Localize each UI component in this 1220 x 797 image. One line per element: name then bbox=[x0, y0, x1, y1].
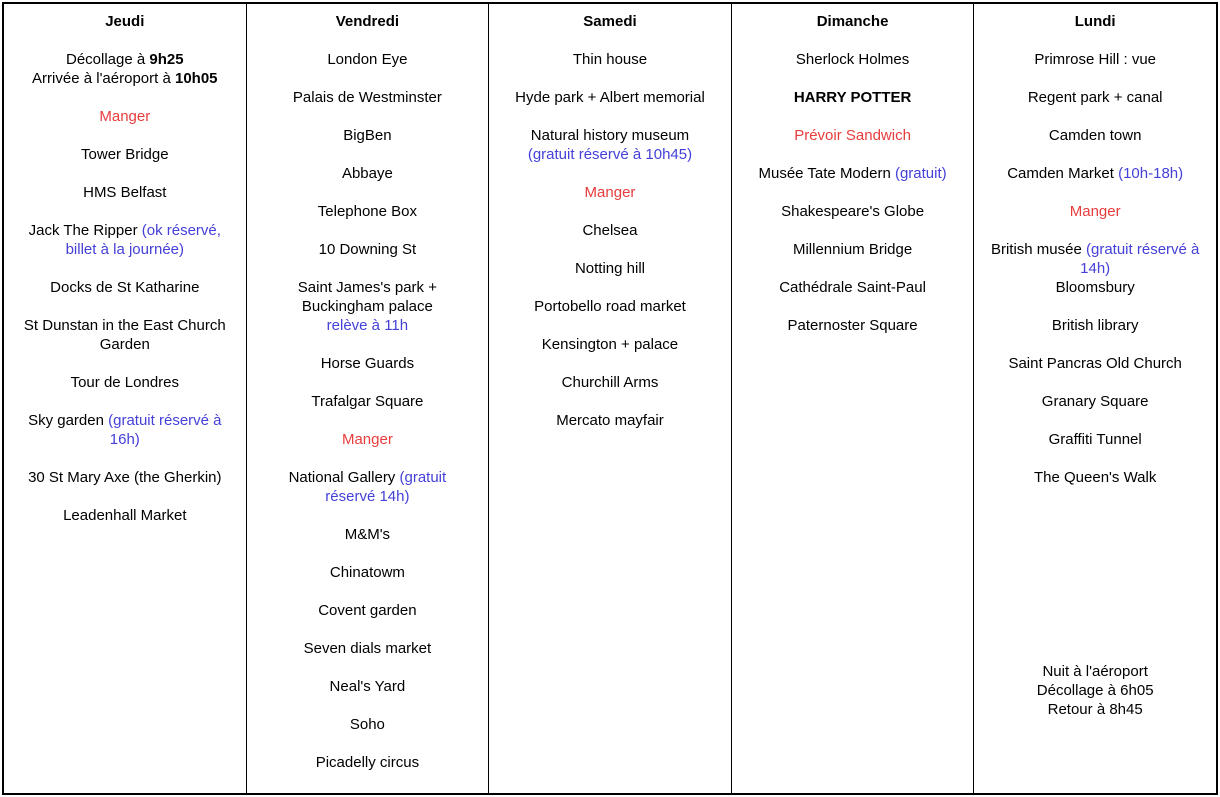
item-line bbox=[6, 468, 244, 487]
text-segment: Graffiti Tunnel bbox=[1048, 431, 1142, 448]
item-line bbox=[734, 240, 972, 259]
itinerary-item bbox=[976, 88, 1214, 107]
itinerary-item bbox=[249, 677, 487, 696]
text-segment: 14h) bbox=[1080, 260, 1111, 277]
text-segment: Jack The Ripper bbox=[28, 222, 142, 239]
text-segment: Chinatowm bbox=[329, 564, 405, 581]
item-line bbox=[6, 506, 244, 525]
item-line bbox=[249, 50, 487, 69]
item-line bbox=[491, 297, 729, 316]
text-segment: 9h25 bbox=[149, 51, 184, 68]
item-line bbox=[6, 107, 244, 126]
itinerary-item bbox=[6, 50, 244, 88]
item-line bbox=[249, 392, 487, 411]
itinerary-item bbox=[491, 297, 729, 316]
item-line bbox=[976, 354, 1214, 373]
itinerary-item bbox=[734, 240, 972, 259]
text-segment: Neal's Yard bbox=[329, 678, 406, 695]
item-line bbox=[249, 525, 487, 544]
text-segment: Soho bbox=[349, 716, 385, 733]
text-segment: Tower Bridge bbox=[81, 146, 169, 163]
itinerary-item bbox=[249, 563, 487, 582]
itinerary-item bbox=[249, 468, 487, 506]
text-segment: Sky garden bbox=[28, 412, 109, 429]
day-column-lundi bbox=[974, 4, 1216, 793]
itinerary-item bbox=[491, 221, 729, 240]
itinerary-item bbox=[249, 392, 487, 411]
text-segment: (10h-18h) bbox=[1118, 165, 1184, 182]
day-column-samedi bbox=[489, 4, 732, 793]
text-segment: Kensington + palace bbox=[541, 336, 679, 353]
item-line bbox=[249, 354, 487, 373]
text-segment: Natural history museum bbox=[530, 127, 690, 144]
item-line bbox=[976, 126, 1214, 145]
item-line bbox=[249, 430, 487, 449]
text-segment: Telephone Box bbox=[317, 203, 418, 220]
text-segment: relève à 11h bbox=[326, 317, 409, 334]
itinerary-item bbox=[976, 202, 1214, 221]
itinerary-item bbox=[6, 468, 244, 487]
item-line bbox=[491, 373, 729, 392]
itinerary-item bbox=[734, 316, 972, 335]
text-segment: Regent park + canal bbox=[1027, 89, 1163, 106]
item-line bbox=[6, 411, 244, 430]
item-line bbox=[976, 430, 1214, 449]
itinerary-item bbox=[249, 240, 487, 259]
item-line bbox=[491, 145, 729, 164]
itinerary-item bbox=[249, 525, 487, 544]
text-segment: Primrose Hill : vue bbox=[1034, 51, 1157, 68]
text-segment: Abbaye bbox=[341, 165, 393, 182]
text-segment: Leadenhall Market bbox=[63, 507, 187, 524]
itinerary-item bbox=[976, 392, 1214, 411]
itinerary-item bbox=[976, 354, 1214, 373]
item-line bbox=[249, 202, 487, 221]
itinerary-item bbox=[6, 183, 244, 202]
item-line bbox=[734, 126, 972, 145]
text-segment: Millennium Bridge bbox=[792, 241, 913, 258]
text-segment: BigBen bbox=[343, 127, 392, 144]
text-segment: Manger bbox=[99, 108, 151, 125]
text-segment: 30 St Mary Axe (the Gherkin) bbox=[28, 469, 222, 486]
day-column-jeudi bbox=[4, 4, 247, 793]
item-line bbox=[976, 700, 1214, 719]
item-line bbox=[6, 430, 244, 449]
itinerary-item bbox=[6, 107, 244, 126]
item-line bbox=[6, 183, 244, 202]
item-line bbox=[249, 468, 487, 487]
item-line bbox=[491, 411, 729, 430]
item-line bbox=[976, 240, 1214, 259]
item-line bbox=[249, 240, 487, 259]
item-line bbox=[249, 487, 487, 506]
item-line bbox=[976, 316, 1214, 335]
item-line bbox=[249, 563, 487, 582]
text-segment: Notting hill bbox=[574, 260, 645, 277]
text-segment: réservé 14h) bbox=[325, 488, 410, 505]
text-segment: Décollage à 6h05 bbox=[1036, 682, 1154, 699]
itinerary-item bbox=[491, 335, 729, 354]
text-segment: 10h05 bbox=[174, 70, 218, 87]
itinerary-item bbox=[976, 468, 1214, 487]
itinerary-item bbox=[6, 145, 244, 164]
item-line bbox=[6, 50, 244, 69]
text-segment: Nuit à l'aéroport bbox=[1042, 663, 1148, 680]
item-line bbox=[976, 662, 1214, 681]
item-line bbox=[491, 221, 729, 240]
text-segment: Sherlock Holmes bbox=[795, 51, 910, 68]
text-segment: Prévoir Sandwich bbox=[794, 127, 911, 144]
itinerary-item bbox=[734, 164, 972, 183]
item-line bbox=[734, 164, 972, 183]
itinerary-item bbox=[491, 411, 729, 430]
text-segment: M&M's bbox=[344, 526, 391, 543]
itinerary-item bbox=[491, 88, 729, 107]
text-segment: British musée bbox=[990, 241, 1086, 258]
text-segment: Manger bbox=[584, 184, 636, 201]
itinerary-item bbox=[976, 430, 1214, 449]
text-segment: Saint James's park + bbox=[297, 279, 437, 296]
text-segment: Musée Tate Modern bbox=[758, 165, 895, 182]
itinerary-item bbox=[6, 373, 244, 392]
item-line bbox=[491, 126, 729, 145]
itinerary-item bbox=[6, 411, 244, 449]
item-line bbox=[249, 164, 487, 183]
item-line bbox=[976, 392, 1214, 411]
itinerary-item bbox=[249, 126, 487, 145]
text-segment: Saint Pancras Old Church bbox=[1008, 355, 1182, 372]
text-segment: Camden town bbox=[1048, 127, 1142, 144]
text-segment: Buckingham palace bbox=[301, 298, 433, 315]
text-segment: Docks de St Katharine bbox=[50, 279, 200, 296]
itinerary-item bbox=[6, 316, 244, 354]
item-line bbox=[249, 88, 487, 107]
text-segment: St Dunstan in the East Church Garden bbox=[23, 317, 226, 353]
item-line bbox=[976, 681, 1214, 700]
text-segment: Manger bbox=[1069, 203, 1121, 220]
itinerary-item bbox=[249, 202, 487, 221]
text-segment: Granary Square bbox=[1041, 393, 1149, 410]
item-line bbox=[6, 221, 244, 240]
itinerary-item bbox=[491, 126, 729, 164]
item-line bbox=[249, 753, 487, 772]
text-segment: (gratuit) bbox=[894, 165, 947, 182]
itinerary-item bbox=[491, 373, 729, 392]
itinerary-item bbox=[249, 715, 487, 734]
day-header: Jeudi bbox=[105, 13, 145, 30]
item-line bbox=[491, 259, 729, 278]
item-line bbox=[976, 164, 1214, 183]
item-line bbox=[976, 88, 1214, 107]
item-line bbox=[734, 316, 972, 335]
itinerary-item bbox=[734, 88, 972, 107]
text-segment: Paternoster Square bbox=[787, 317, 918, 334]
item-line bbox=[249, 677, 487, 696]
item-line bbox=[734, 88, 972, 107]
day-header: Dimanche bbox=[816, 13, 889, 30]
itinerary-item bbox=[249, 430, 487, 449]
itinerary-item bbox=[734, 202, 972, 221]
itinerary-item bbox=[249, 601, 487, 620]
itinerary-item bbox=[249, 50, 487, 69]
item-line bbox=[491, 183, 729, 202]
text-segment: Chelsea bbox=[582, 222, 638, 239]
itinerary-item bbox=[6, 278, 244, 297]
text-segment: 10 Downing St bbox=[318, 241, 417, 258]
itinerary-item bbox=[249, 354, 487, 373]
day-column-vendredi bbox=[247, 4, 490, 793]
item-line bbox=[976, 259, 1214, 278]
itinerary-item bbox=[249, 164, 487, 183]
text-segment: (gratuit réservé à bbox=[1086, 241, 1200, 258]
item-line bbox=[6, 278, 244, 297]
text-segment: Picadelly circus bbox=[315, 754, 420, 771]
itinerary-table bbox=[2, 2, 1218, 795]
itinerary-item bbox=[249, 278, 487, 335]
item-line bbox=[734, 202, 972, 221]
text-segment: Camden Market bbox=[1007, 165, 1119, 182]
day-header: Vendredi bbox=[335, 13, 400, 30]
itinerary-item bbox=[491, 50, 729, 69]
text-segment: London Eye bbox=[327, 51, 408, 68]
item-line bbox=[6, 69, 244, 88]
text-segment: Seven dials market bbox=[303, 640, 432, 657]
day-header: Samedi bbox=[583, 13, 637, 30]
itinerary-item bbox=[734, 50, 972, 69]
itinerary-item bbox=[976, 278, 1214, 297]
text-segment: Shakespeare's Globe bbox=[781, 203, 925, 220]
text-segment: HARRY POTTER bbox=[793, 89, 912, 106]
itinerary-item bbox=[6, 221, 244, 259]
text-segment: Arrivée à l'aéroport à bbox=[32, 70, 175, 87]
itinerary-item bbox=[491, 259, 729, 278]
item-line bbox=[491, 335, 729, 354]
text-segment: Décollage à bbox=[66, 51, 150, 68]
text-segment: billet à la journée) bbox=[65, 241, 184, 258]
text-segment: British library bbox=[1051, 317, 1139, 334]
item-line bbox=[249, 715, 487, 734]
itinerary-item bbox=[249, 88, 487, 107]
text-segment: 16h) bbox=[109, 431, 140, 448]
text-segment: The Queen's Walk bbox=[1033, 469, 1157, 486]
item-line bbox=[491, 88, 729, 107]
text-segment: Palais de Westminster bbox=[292, 89, 442, 106]
itinerary-item bbox=[976, 126, 1214, 145]
text-segment: Hyde park + Albert memorial bbox=[515, 89, 705, 106]
itinerary-item bbox=[491, 183, 729, 202]
item-line bbox=[249, 639, 487, 658]
itinerary-item bbox=[6, 506, 244, 525]
text-segment: Portobello road market bbox=[534, 298, 686, 315]
itinerary-item bbox=[249, 753, 487, 772]
text-segment: Manger bbox=[341, 431, 393, 448]
text-segment: Churchill Arms bbox=[561, 374, 659, 391]
text-segment: HMS Belfast bbox=[83, 184, 167, 201]
itinerary-item bbox=[976, 240, 1214, 278]
itinerary-item bbox=[734, 278, 972, 297]
item-line bbox=[249, 297, 487, 316]
text-segment: Covent garden bbox=[318, 602, 417, 619]
text-segment: National Gallery bbox=[288, 469, 400, 486]
itinerary-item bbox=[976, 50, 1214, 69]
item-line bbox=[734, 50, 972, 69]
text-segment: Cathédrale Saint-Paul bbox=[779, 279, 926, 296]
itinerary-item bbox=[976, 316, 1214, 335]
itinerary-item bbox=[249, 639, 487, 658]
text-segment: Tour de Londres bbox=[70, 374, 179, 391]
text-segment: Mercato mayfair bbox=[556, 412, 664, 429]
item-line bbox=[734, 278, 972, 297]
text-segment: Thin house bbox=[572, 51, 648, 68]
item-line bbox=[249, 278, 487, 297]
item-line bbox=[976, 50, 1214, 69]
itinerary-item bbox=[976, 164, 1214, 183]
item-line bbox=[6, 373, 244, 392]
text-segment: (gratuit réservé à 10h45) bbox=[527, 146, 693, 163]
item-line bbox=[249, 601, 487, 620]
text-segment: Horse Guards bbox=[320, 355, 415, 372]
item-line bbox=[976, 278, 1214, 297]
item-line bbox=[6, 316, 244, 354]
text-segment: Retour à 8h45 bbox=[1047, 701, 1143, 718]
itinerary-item bbox=[976, 662, 1214, 719]
text-segment: Bloomsbury bbox=[1055, 279, 1135, 296]
day-header: Lundi bbox=[1074, 13, 1116, 30]
item-line bbox=[249, 126, 487, 145]
item-line bbox=[6, 240, 244, 259]
day-column-dimanche bbox=[732, 4, 975, 793]
text-segment: (gratuit réservé à bbox=[108, 412, 222, 429]
text-segment: Trafalgar Square bbox=[311, 393, 424, 410]
item-line bbox=[249, 316, 487, 335]
text-segment: (gratuit bbox=[399, 469, 447, 486]
itinerary-item bbox=[734, 126, 972, 145]
item-line bbox=[976, 202, 1214, 221]
item-line bbox=[976, 468, 1214, 487]
text-segment: (ok réservé, bbox=[141, 222, 221, 239]
item-line bbox=[6, 145, 244, 164]
item-line bbox=[491, 50, 729, 69]
